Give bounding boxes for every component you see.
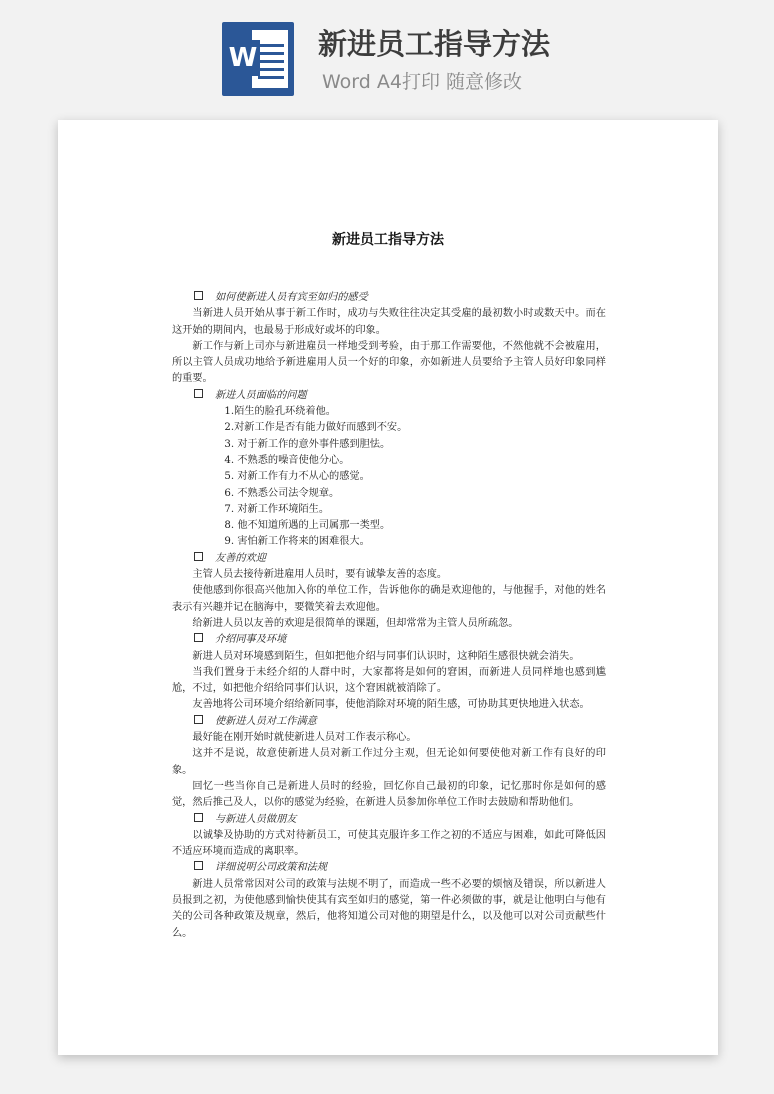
list-item: 9. 害怕新工作将来的困难很大。: [224, 536, 370, 548]
checkbox-bullet-icon: [194, 552, 203, 561]
section-heading-text: 与新进人员做朋友: [215, 813, 297, 825]
paragraph: 最好能在刚开始时就使新进人员对工作表示称心。: [192, 732, 417, 744]
word-letter: W: [226, 40, 260, 76]
list-item: 8. 他不知道所遇的上司属那一类型。: [224, 520, 391, 532]
checkbox-bullet-icon: [194, 291, 203, 300]
list-item: 4. 不熟悉的噪音使他分心。: [224, 454, 350, 466]
paragraph: 当我们置身于未经介绍的人群中时，大家都将是如何的窘困，而新进人员同样地也感到尴尬，不过，如把他介绍给同事们认识，这个窘困就被消除了。: [172, 666, 606, 695]
list-item: 7. 对新工作环境陌生。: [224, 503, 330, 515]
list-item: 3. 对于新工作的意外事件感到胆怯。: [224, 438, 391, 450]
list-item: 2.对新工作是否有能力做好而感到不安。: [224, 422, 408, 434]
paragraph: 给新进人员以友善的欢迎是很简单的课题，但却常常为主管人员所疏忽。: [192, 617, 519, 629]
word-document-icon: [222, 22, 294, 96]
page-header: [0, 0, 774, 110]
section-heading: [172, 714, 606, 730]
paragraph: 以诚挚及协助的方式对待新员工，可使其克服许多工作之初的不适应与困难，如此可降低因不适应环境而造成的离职率。: [172, 829, 606, 858]
section-heading: [172, 388, 606, 404]
header-subtitle: Word A4打印 随意修改: [322, 71, 523, 93]
section-heading-text: 新进人员面临的问题: [215, 389, 307, 401]
paragraph: 主管人员去接待新进雇用人员时，要有诚挚友善的态度。: [192, 569, 448, 581]
document-title: 新进员工指导方法: [332, 232, 444, 248]
section-heading-text: 使新进人员对工作满意: [215, 715, 317, 727]
paragraph: 这并不是说，故意使新进人员对新工作过分主观，但无论如何要使他对新工作有良好的印象。: [172, 748, 606, 776]
list-item: 1.陌生的脸孔环绕着他。: [224, 406, 336, 418]
section-heading: [172, 812, 606, 828]
header-title: 新进员工指导方法: [318, 27, 551, 61]
section-heading: [172, 290, 606, 306]
checkbox-bullet-icon: [194, 389, 203, 398]
paragraph: 新进人员对环境感到陌生，但如把他介绍与同事们认识时，这种陌生感很快就会消失。: [192, 650, 580, 662]
paragraph: 使他感到你很高兴他加入你的单位工作，告诉他你的确是欢迎他的，与他握手，对他的姓名表示有兴趣并记在脑海中，要微笑着去欢迎他。: [172, 585, 606, 613]
document-page: [58, 120, 718, 1055]
section-heading: [172, 632, 606, 648]
paragraph: 新工作与新上司亦与新进雇员一样地受到考验，由于那工作需要他，不然他就不会被雇用，所以主管人员成功地给予新进雇用人员一个好的印象，亦如新进人员要给予主管人员好印象同样的重要。: [172, 340, 606, 385]
list-item: 6. 不熟悉公司法令规章。: [224, 487, 340, 499]
paragraph: 回忆一些当你自己是新进人员时的经验，回忆你自己最初的印象，记忆那时你是如何的感觉，然后推己及人，以你的感觉为经验，在新进人员参加你单位工作时去鼓励和帮助他们。: [172, 780, 606, 809]
section-heading-text: 如何使新进人员有宾至如归的感受: [215, 292, 368, 303]
section-heading: [172, 551, 606, 567]
section-heading: [172, 860, 606, 876]
checkbox-bullet-icon: [194, 813, 203, 822]
section-heading-text: 介绍同事及环境: [215, 634, 287, 646]
section-heading-text: 友善的欢迎: [215, 552, 266, 564]
section-heading-text: 详细说明公司政策和法规: [215, 862, 328, 874]
document-body: [172, 290, 606, 942]
paragraph: 友善地将公司环境介绍给新同事，使他消除对环境的陌生感，可协助其更快地进入状态。: [192, 699, 590, 711]
paragraph: 当新进人员开始从事于新工作时，成功与失败往往决定其受雇的最初数小时或数天中。而在这开始的期间内，也最易于形成好或坏的印象。: [172, 308, 606, 336]
list-item: 5. 对新工作有力不从心的感觉。: [224, 471, 370, 483]
checkbox-bullet-icon: [194, 633, 203, 642]
checkbox-bullet-icon: [194, 715, 203, 724]
paragraph: 新进人员常常因对公司的政策与法规不明了，而造成一些不必要的烦恼及错误，所以新进人员报到之初，为使他感到愉快使其有宾至如归的感觉，第一件必须做的事，就是让他明白与他有关的公司各种政策及规章，然后，他将知道公司对他的期望是什么，以及他可以对公司贡献些什么。: [172, 878, 606, 939]
checkbox-bullet-icon: [194, 861, 203, 870]
